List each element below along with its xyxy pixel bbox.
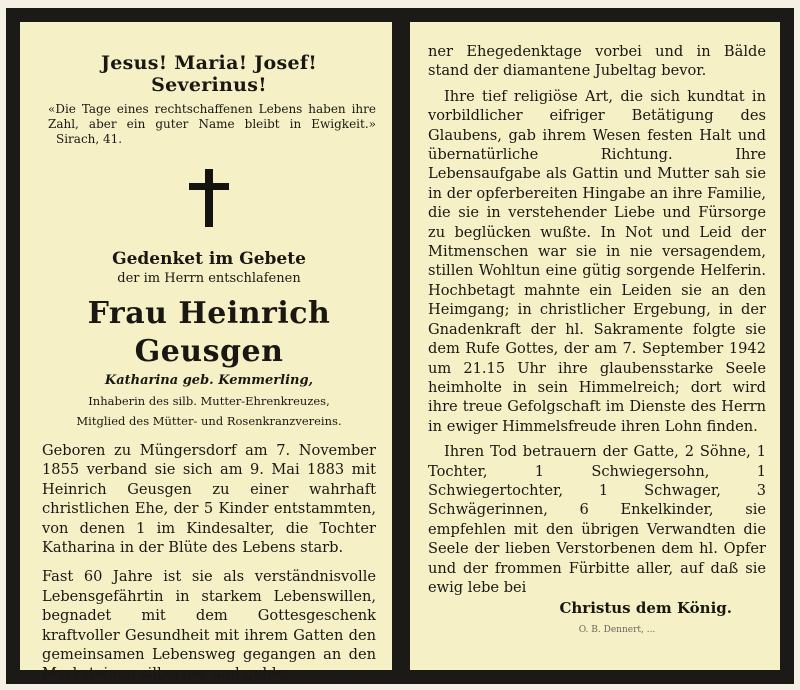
quote-text: «Die Tage eines rechtschaffenen Lebens haben ihre Zahl, aber ein guter Name bleibt in Ewigkeit.» xyxy=(48,102,376,131)
prayer-card xyxy=(6,8,794,684)
continued-paragraph: ner Ehegedenktage vorbei und in Bälde stand der diamantene Jubeltag bevor. xyxy=(428,43,766,80)
closing-line: Christus dem König. xyxy=(559,599,732,618)
biography-paragraph-1: Geboren zu Müngersdorf am 7. November 1855 verband sie sich am 9. Mai 1883 mit Heinrich Geusgen zu einer wahrhaft christlichen Ehe, der 5 Kinder entstammten, von denen 1 im Kindesalter, die Tochter Katharina in der Blüte des Lebens starb. xyxy=(42,442,376,557)
left-panel xyxy=(20,22,392,683)
cross-icon xyxy=(189,169,229,227)
honor-line-1: Inhaberin des silb. Mutter-Ehrenkreuzes, xyxy=(88,394,330,408)
motto: Jesus! Maria! Josef! Severinus! xyxy=(100,52,318,96)
mourners-paragraph: Ihren Tod betrauern der Gatte, 2 Söhne, 1 Tochter, 1 Schwiegersohn, 1 Schwiegertochter, 1 Schwager, 3 Schwägerinnen, 6 Enkelkinder, sie empfehlen mit den übrigen Verwandten die Seele der lieben Verstorbenen dem hl. Opfer und der frommen Fürbitte aller, auf daß sie ewig lebe bei xyxy=(428,443,766,596)
printer-mark: O. B. Dennert, ... xyxy=(578,625,656,636)
deceased-name: Frau Heinrich Geusgen xyxy=(87,296,331,369)
biography-paragraph-2: Fast 60 Jahre ist sie als verständnisvolle Lebensgefährtin in starkem Lebenswillen, begnadet mit dem Gottesgeschenk kraftvoller Gesundheit mit ihrem Gatten den gemeinsamen Lebensweg gegangen an den Marksteinen silberner und golde- xyxy=(42,568,376,683)
heading-remember: Gedenket im Gebete xyxy=(112,249,306,269)
honor-line-2: Mitglied des Mütter- und Rosenkranzvereins. xyxy=(76,414,342,428)
quote-reference: Sirach, 41. xyxy=(56,132,123,146)
scripture-quote xyxy=(48,102,376,147)
right-panel xyxy=(410,22,780,670)
maiden-name: Katharina geb. Kemmerling, xyxy=(104,373,314,388)
heading-deceased: der im Herrn entschlafenen xyxy=(117,271,301,286)
character-paragraph: Ihre tief religiöse Art, die sich kundtat in vorbildlicher eifriger Betätigung des Glaubens, gab ihrem Wesen festen Halt und übernatürliche Richtung. Ihre Lebensaufgabe als Gattin und Mutter sah sie in der opferbereiten Hingabe an ihre Familie, die sie in verstehender Liebe und Fürsorge zu beglücken wußte. In Not und Leid der Mitmenschen war sie in nie versagendem, stillen Wohltun eine gütig sorgende Helferin. Hochbetagt mahnte ein Leiden sie an den Heimgang; in christlicher Ergebung, in der Gnadenkraft der hl. Sakramente folgte sie dem Rufe Gottes, der am 7. September 1942 um 21.15 Uhr ihre glaubensstarke Seele heimholte in sein Himmelreich; dort wird ihre treue Gefolgschaft im Dienste des Herrn in ewiger Himmelsfreude ihren Lohn finden. xyxy=(428,87,766,435)
